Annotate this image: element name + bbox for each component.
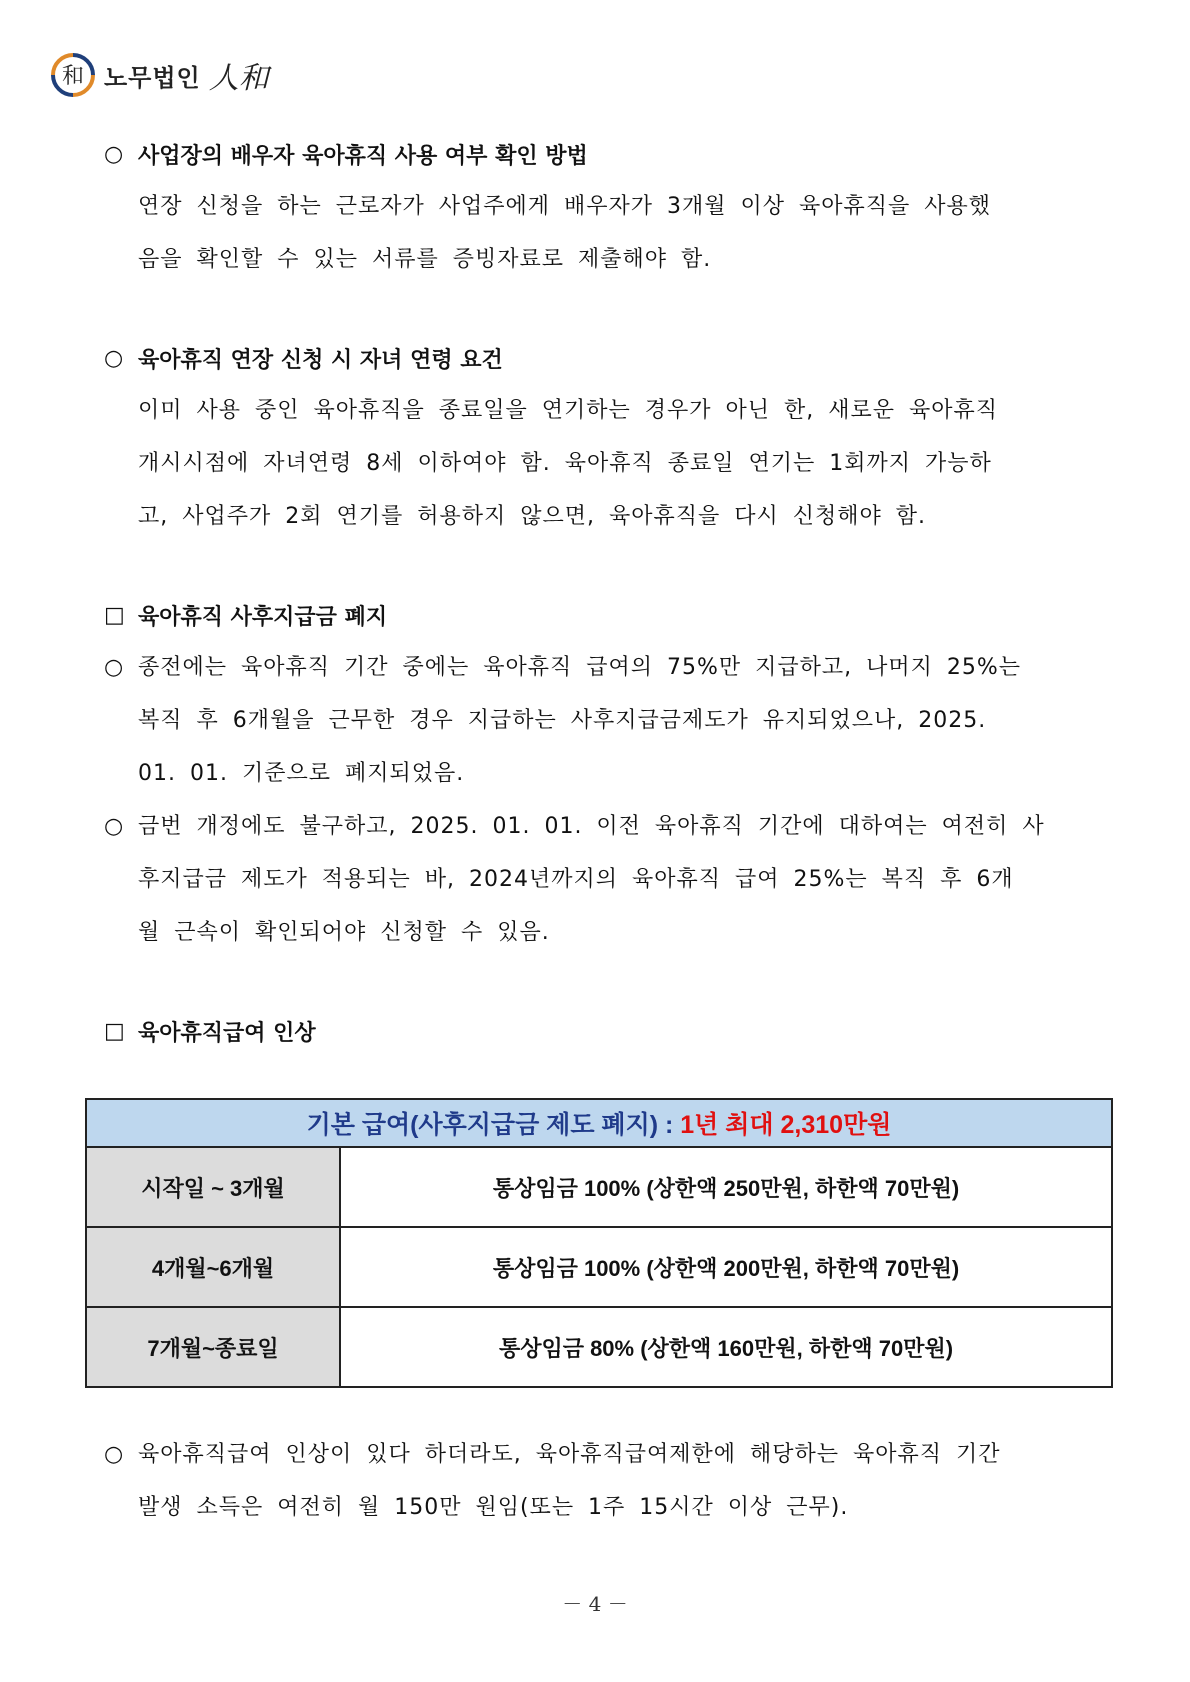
paragraph-line: 음을 확인할 수 있는 서류를 증빙자료로 제출해야 함. (138, 247, 712, 272)
bullet-paragraph (104, 641, 1096, 694)
paragraph-line: 01. 01. 기준으로 폐지되었음. (138, 761, 465, 786)
logo-hanja-mark: 和 (61, 64, 85, 89)
paragraph-line: 이미 사용 중인 육아휴직을 종료일을 연기하는 경우가 아닌 한, 새로운 육아휴직 (138, 398, 998, 423)
section-title: 육아휴직급여 인상 (138, 1020, 316, 1046)
section-heading (104, 332, 1096, 384)
circle-bullet-icon: ○ (104, 1442, 124, 1467)
paragraph-line: 후지급금 제도가 적용되는 바, 2024년까지의 육아휴직 급여 25%는 복직 후 6개 (138, 867, 1014, 892)
closing-note (104, 1428, 1096, 1534)
page-number: － 4 － (562, 1592, 628, 1616)
paragraph-line: 발생 소득은 여전히 월 150만 원임(또는 1주 15시간 이상 근무). (138, 1495, 849, 1520)
circle-bullet-icon: ○ (104, 655, 124, 680)
square-bullet-icon: □ (104, 602, 125, 628)
section-title: 육아휴직 사후지급금 폐지 (138, 604, 388, 630)
paragraph-line: 종전에는 육아휴직 기간 중에는 육아휴직 급여의 75%만 지급하고, 나머지 25%는 (138, 655, 1022, 680)
bullet-paragraph (104, 1428, 1096, 1481)
table-row (86, 1307, 1112, 1387)
paragraph-line: 금번 개정에도 불구하고, 2025. 01. 01. 이전 육아휴직 기간에 대하여는 여전히 사 (138, 814, 1045, 839)
paragraph-line: 복직 후 6개월을 근무한 경우 지급하는 사후지급금제도가 유지되었으나, 2025. (138, 708, 987, 733)
paragraph-line: 월 근속이 확인되어야 신청할 수 있음. (138, 920, 550, 945)
section-heading (104, 1005, 1096, 1057)
table-title-highlight: 1년 최대 2,310만원 (680, 1111, 892, 1139)
section-title: 사업장의 배우자 육아휴직 사용 여부 확인 방법 (138, 143, 588, 169)
section-heading (104, 589, 1096, 641)
circle-bullet-icon: ○ (104, 141, 124, 167)
table-title-main: 기본 급여(사후지급금 제도 폐지) : (306, 1111, 681, 1139)
benefit-cell: 통상임금 100% (상한액 250만원, 하한액 70만원) (340, 1147, 1112, 1227)
bullet-paragraph (104, 800, 1096, 853)
period-cell: 7개월~종료일 (86, 1307, 340, 1387)
period-cell: 시작일 ~ 3개월 (86, 1147, 340, 1227)
paragraph-line: 고, 사업주가 2회 연기를 허용하지 않으면, 육아휴직을 다시 신청해야 함. (138, 504, 926, 529)
paragraph-line: 개시시점에 자녀연령 8세 이하여야 함. 육아휴직 종료일 연기는 1회까지 가능하 (138, 451, 992, 476)
benefit-cell: 통상임금 80% (상한액 160만원, 하한액 70만원) (340, 1307, 1112, 1387)
table-row (86, 1227, 1112, 1307)
circle-bullet-icon: ○ (104, 814, 124, 839)
section-heading (104, 128, 1096, 180)
square-bullet-icon: □ (104, 1018, 125, 1044)
section-title: 육아휴직 연장 신청 시 자녀 연령 요건 (138, 347, 503, 373)
firm-logo-icon (50, 52, 96, 98)
firm-hanja: 人和 (208, 61, 269, 96)
table-row (86, 1147, 1112, 1227)
main-content (104, 128, 1096, 1057)
firm-name: 노무법인 (104, 63, 201, 92)
period-cell: 4개월~6개월 (86, 1227, 340, 1307)
paragraph-line: 연장 신청을 하는 근로자가 사업주에게 배우자가 3개월 이상 육아휴직을 사용했 (138, 194, 992, 219)
paragraph-line: 육아휴직급여 인상이 있다 하더라도, 육아휴직급여제한에 해당하는 육아휴직 기간 (138, 1442, 1001, 1467)
table-title (86, 1099, 1112, 1147)
document-header (50, 50, 269, 100)
circle-bullet-icon: ○ (104, 345, 124, 371)
benefit-table (85, 1098, 1113, 1388)
benefit-cell: 통상임금 100% (상한액 200만원, 하한액 70만원) (340, 1227, 1112, 1307)
